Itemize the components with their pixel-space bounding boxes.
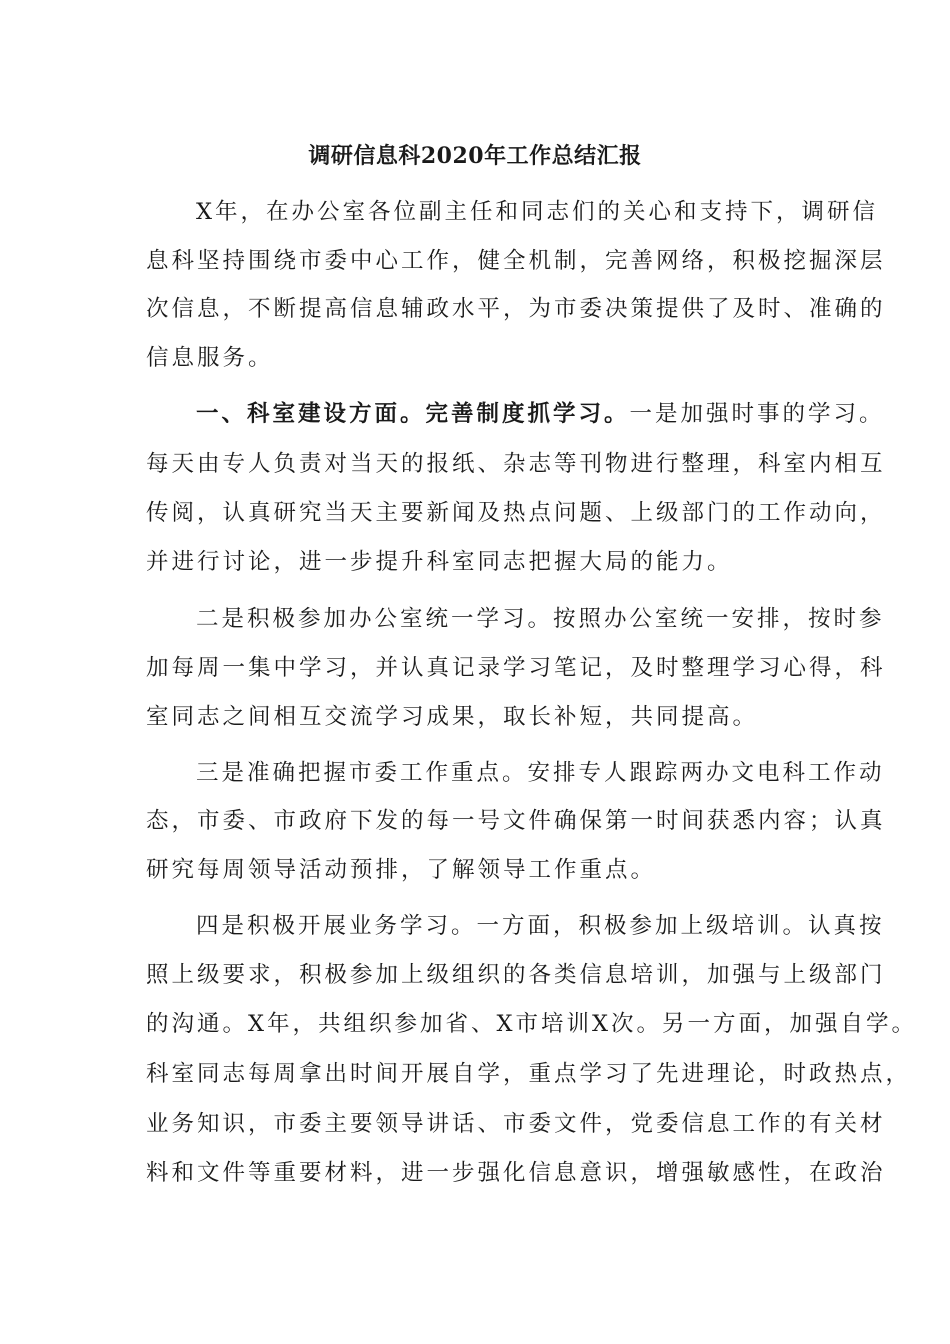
section-heading-continuation: 一是加强时事的学习。 (629, 401, 885, 427)
paragraph-line: 照上级要求，积极参加上级组织的各类信息培训，加强与上级部门 (146, 962, 886, 988)
paragraph-line: 料和文件等重要材料，进一步强化信息意识，增强敏感性，在政治 (146, 1160, 886, 1186)
paragraph-line: 传阅，认真研究当天主要新闻及热点问题、上级部门的工作动向， (146, 500, 886, 526)
paragraph-line: 信息服务。 (146, 345, 274, 371)
paragraph-line: 三是准确把握市委工作重点。安排专人跟踪两办文电科工作动 (196, 760, 885, 786)
paragraph-line: 并进行讨论，进一步提升科室同志把握大局的能力。 (146, 549, 733, 575)
section-heading: 一、科室建设方面。完善制度抓学习。 (196, 401, 630, 427)
paragraph-line: 的沟通。X年，共组织参加省、X市培训X次。另一方面，加强自学。 (146, 1011, 918, 1037)
paragraph-line: X年，在办公室各位副主任和同志们的关心和支持下，调研信 (196, 199, 879, 225)
document-title: 调研信息科2020年工作总结汇报 (308, 143, 642, 169)
paragraph-line: 次信息，不断提高信息辅政水平，为市委决策提供了及时、准确的 (146, 296, 886, 322)
paragraph-line: 加每周一集中学习，并认真记录学习笔记，及时整理学习心得，科 (146, 655, 886, 681)
section-heading-line (196, 397, 885, 431)
paragraph-line: 二是积极参加办公室统一学习。按照办公室统一安排，按时参 (196, 606, 885, 632)
paragraph-line: 态，市委、市政府下发的每一号文件确保第一时间获悉内容；认真 (146, 808, 886, 834)
paragraph-line: 科室同志每周拿出时间开展自学，重点学习了先进理论，时政热点， (146, 1061, 912, 1087)
paragraph-line: 研究每周领导活动预排，了解领导工作重点。 (146, 857, 657, 883)
paragraph-line: 室同志之间相互交流学习成果，取长补短，共同提高。 (146, 704, 759, 730)
paragraph-line: 四是积极开展业务学习。一方面，积极参加上级培训。认真按 (196, 913, 885, 939)
paragraph-line: 每天由专人负责对当天的报纸、杂志等刊物进行整理，科室内相互 (146, 451, 886, 477)
paragraph-line: 业务知识，市委主要领导讲话、市委文件，党委信息工作的有关材 (146, 1111, 886, 1137)
paragraph-line: 息科坚持围绕市委中心工作，健全机制，完善网络，积极挖掘深层 (146, 248, 886, 274)
